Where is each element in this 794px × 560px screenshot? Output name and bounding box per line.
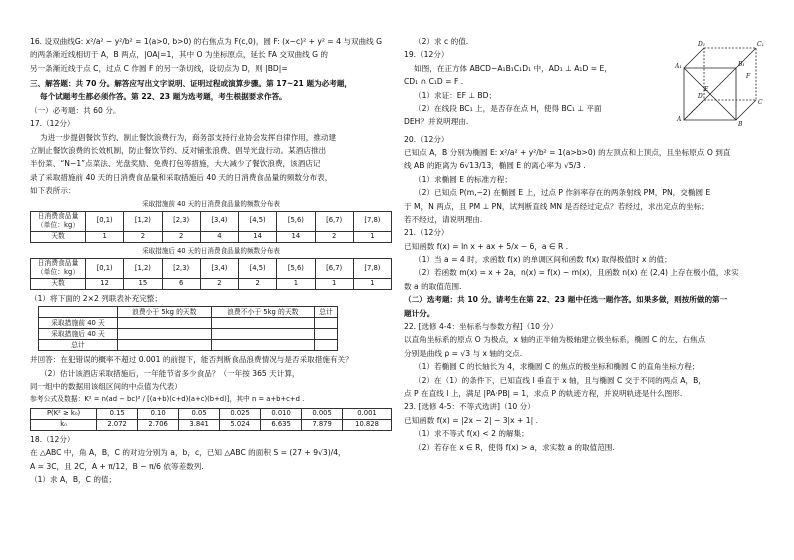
q17-sub2: 同一组中的数据用该组区间的中点值为代表） [30, 382, 182, 392]
q19-text: （2）在线段 BC₁ 上，是否存在点 H，使得 BC₁ ⊥ 平面 [414, 103, 602, 113]
blank-cell [314, 329, 337, 340]
blank-cell [211, 318, 314, 329]
days-cell: 1 [86, 231, 124, 242]
cube-figure [674, 38, 766, 130]
row-label: k₀ [31, 419, 97, 430]
q20-text: 于 M，N 两点，且 PM ⊥ PN，试判断直线 MN 是否经过定点？若经过，求出定点的坐标； [404, 201, 709, 211]
reference-formula: 参考公式及数据：K² = n(ad − bc)² / [(a+b)(c+d)(a+c)(b+d)]，其中 n = a+b+c+d . [30, 395, 305, 404]
q21-text: （1）当 a = 4 时，求函数 f(x) 的单调区间和函数 f(x) 取得极值时 x 的值； [414, 255, 672, 265]
q20-text: （2）已知点 P(m,−2) 在椭圆 E 上，过点 P 作斜率存在的两条射线 PM，PN，交椭圆 E [414, 188, 711, 198]
interval-cell: [0,1) [86, 211, 124, 231]
p-cell: 0.05 [179, 408, 220, 419]
q19-heading: 19.（12分） [404, 50, 449, 60]
k-cell: 2.072 [97, 419, 138, 430]
q17-judge: 并回答：在犯错误的概率不超过 0.001 的前提下，能否判断食品浪费情况与是否采取措施有关？ [30, 355, 353, 365]
interval-cell: [2,3) [162, 258, 200, 278]
days-cell: 6 [162, 278, 200, 289]
q19-text: （1）求证：EF ⊥ BD； [414, 90, 497, 100]
row-label: 采取措施后 40 天 [39, 329, 118, 340]
right-column [404, 36, 766, 455]
k-cell: 10.828 [343, 419, 392, 430]
optional-section-heading: （二）选考题：共 10 分。请考生在第 22、23 题中任选一题作答。如果多做，则按所做的第一 [404, 295, 728, 305]
row-label: 总计 [39, 340, 118, 351]
cube-label: E [704, 86, 709, 93]
cube-label: A₁ [675, 63, 682, 70]
table-header-cell: 浪费不小于 5kg 的天数 [211, 307, 314, 318]
q22-text: （2）在（1）的条件下，已知直线 l 垂直于 x 轴，且与椭圆 C 交于不同的两点 A，B， [414, 375, 706, 385]
q20-text: 若不经过，请说明理由. [404, 214, 483, 224]
table2-caption: 采取措施后 40 天的日消费食品量的频数分布表 [142, 246, 280, 255]
interval-cell: [6,7) [315, 211, 353, 231]
q17-text: 半份菜、“N−1”点菜法、光盘奖励、免费打包等措施，大大减少了餐饮浪费，该酒店记 [30, 159, 321, 169]
cube-label: B₁ [738, 61, 745, 68]
q23-text: （2）若存在 x ∈ R，使得 f(x) > a，求实数 a 的取值范围. [414, 442, 615, 452]
cube-edge [684, 48, 704, 68]
q20-heading: 20.（12分） [404, 134, 449, 144]
q19-text: CD₁ ∩ C₁D = F . [404, 77, 464, 87]
interval-cell: [6,7) [315, 258, 353, 278]
q18-text: （1）求 A，B，C 的值； [30, 475, 117, 485]
q17-text: 如下表所示： [30, 186, 76, 196]
days-cell: 2 [124, 231, 162, 242]
cube-label: D₁ [698, 41, 706, 48]
q23-heading: 23. [选修 4-5：不等式选讲]（10 分） [404, 402, 535, 412]
q18-sub2: （2）求 c 的值. [414, 37, 469, 46]
days-cell: 12 [86, 278, 124, 289]
q20-text: 已知点 A，B 分别为椭圆 E: x²/a² + y²/b² = 1(a>b>0) 的左顶点和上顶点，且坐标原点 O 到直 [404, 147, 731, 157]
interval-cell: [4,5) [239, 211, 277, 231]
interval-cell: [3,4) [200, 258, 238, 278]
blank-cell [211, 340, 314, 351]
q18-text: 在 △ABC 中，角 A，B，C 的对边分别为 a，b，c，已知 △ABC 的面积 S = (27 + 9√3)/4， [30, 448, 346, 458]
q17-text: 录了采取措施前 40 天的日消费食品量和采取措施后 40 天的日消费食品量的频数分布表， [30, 172, 333, 182]
interval-cell: [3,4) [200, 211, 238, 231]
days-cell: 1 [277, 278, 315, 289]
interval-cell: [1,2) [124, 258, 162, 278]
q17-text: 为进一步提倡餐饮节约、制止餐饮浪费行为，商务部支持行业协会发挥自律作用，推动建 [40, 132, 337, 142]
section3-heading: 三、解答题：共 70 分。解答应写出文字说明、证明过程或演算步骤。第 17~21 题为必考题， [30, 78, 353, 88]
p-cell: 0.010 [261, 408, 302, 419]
interval-cell: [7,8) [353, 258, 391, 278]
table1-caption: 采取措施前 40 天的日消费食品量的频数分布表 [142, 199, 280, 208]
p-cell: 0.10 [138, 408, 179, 419]
interval-cell: [5,6) [277, 258, 315, 278]
q22-heading: 22. [选修 4-4：坐标系与参数方程]（10 分） [404, 322, 558, 332]
contingency-table [38, 306, 338, 351]
cube-label: F [746, 73, 751, 80]
left-column [30, 36, 392, 487]
q21-text: 数 a 的取值范围. [404, 281, 462, 291]
section3-line: 每个试题考生都必须作答。第 22、23 题为选考题，考生根据要求作答。 [40, 92, 287, 102]
q19-text: DEH？并说明理由. [404, 117, 469, 127]
table-after [30, 258, 392, 290]
q23-text: （1）求不等式 f(x) < 2 的解集； [414, 429, 529, 439]
interval-cell: [7,8) [353, 211, 391, 231]
q17-heading: 17.（12分） [30, 119, 75, 129]
row-label: 天数 [31, 231, 86, 242]
days-cell: 1 [353, 231, 391, 242]
k-cell: 7.879 [302, 419, 343, 430]
p-cell: 0.025 [220, 408, 261, 419]
p-cell: 0.005 [302, 408, 343, 419]
q16-line: 的两条渐近线相切于 A，B 两点，|OA|=1，其中 O 为坐标原点，延长 FA 交双曲线 G 的 [30, 50, 329, 60]
days-cell: 2 [200, 278, 238, 289]
cube-label: C₁ [757, 41, 764, 48]
table-header-cell [39, 307, 118, 318]
optional-section-line: 题计分。 [404, 308, 435, 318]
q22-text: 以直角坐标系的原点 O 为极点，x 轴的正半轴为极轴建立极坐标系，椭圆 C 的左、右焦点 [404, 335, 706, 345]
k-cell: 6.635 [261, 419, 302, 430]
row-label: P(K² ≥ k₀) [31, 408, 97, 419]
p-cell: 0.15 [97, 408, 138, 419]
days-cell: 14 [277, 231, 315, 242]
cube-label: C [758, 99, 763, 106]
q16-line: 另一条渐近线于点 C，过点 C 作圆 F 的另一条切线，设切点为 D，则 |BD|= [30, 63, 288, 73]
cube-edge [736, 100, 756, 120]
q22-text: 分别是曲线 ρ = √3 与 x 轴的交点. [404, 348, 523, 358]
cube-label: B [738, 121, 743, 128]
q19-text: 如图，在正方体 ABCD−A₁B₁C₁D₁ 中，AD₁ ⊥ A₁D = E， [414, 63, 612, 73]
interval-cell: [2,3) [162, 211, 200, 231]
cube-label: D [698, 93, 703, 100]
days-cell: 14 [239, 231, 277, 242]
k-cell: 3.841 [179, 419, 220, 430]
required-heading: （一）必考题：共 60 分。 [30, 105, 121, 115]
critical-values-table [30, 408, 392, 431]
days-cell: 1 [353, 278, 391, 289]
q21-heading: 21.（12分） [404, 228, 449, 238]
q17-sub2: （2）估计该酒店采取措施后，一年能节省多少食品？（一年按 365 天计算， [40, 368, 300, 378]
days-cell: 4 [200, 231, 238, 242]
interval-cell: [4,5) [239, 258, 277, 278]
k-cell: 2.706 [138, 419, 179, 430]
interval-cell: [0,1) [86, 258, 124, 278]
row-label: 采取措施前 40 天 [39, 318, 118, 329]
blank-cell [117, 340, 211, 351]
q17-text: 立制止餐饮浪费的长效机制，防止餐饮节约、反对铺张浪费、倡导光盘行动。某酒店推出 [30, 145, 327, 155]
days-cell: 2 [315, 231, 353, 242]
q18-heading: 18.（12分） [30, 434, 75, 444]
days-cell: 2 [162, 231, 200, 242]
q16-line: 16. 设双曲线G: x²/a² − y²/b² = 1(a>0, b>0) 的右焦点为 F(c,0)，圆 F: (x−c)² + y² = 4 与双曲线 G [30, 37, 383, 46]
q20-text: 线 AB 的距离为 6√13/13，椭圆 E 的离心率为 √5/3 . [404, 161, 586, 171]
cube-label: A [677, 116, 682, 123]
blank-cell [117, 318, 211, 329]
k-cell: 5.024 [220, 419, 261, 430]
days-cell: 2 [239, 278, 277, 289]
blank-cell [211, 329, 314, 340]
q23-text: 已知函数 f(x) = |2x − 2| − 3|x + 1| . [404, 415, 539, 425]
row-label: 天数 [31, 278, 86, 289]
table-before [30, 211, 392, 243]
days-cell: 15 [124, 278, 162, 289]
q22-text: （1）若椭圆 C 的长轴长为 4，求椭圆 C 的焦点的极坐标和椭圆 C 的直角坐标方程； [414, 362, 700, 372]
blank-cell [314, 340, 337, 351]
q22-text: 点 P 在直线 l 上，满足 |PA·PB| = 1，求点 P 的轨迹方程，并说明轨迹是什么图形. [404, 388, 683, 398]
q21-text: 已知函数 f(x) = ln x + ax + 5/x − 6，a ∈ R . [404, 241, 569, 251]
table-header-cell: 总计 [314, 307, 337, 318]
q21-text: （2）若函数 m(x) = x + 2a，n(x) = f(x) − m(x)，且函数 n(x) 在 (2,4) 上存在极小值，求实 [414, 268, 739, 278]
interval-cell: [1,2) [124, 211, 162, 231]
blank-cell [314, 318, 337, 329]
interval-cell: [5,6) [277, 211, 315, 231]
q20-text: （1）求椭圆 E 的标准方程； [414, 174, 512, 184]
table-header-cell: 日消费食品量（单位：kg） [31, 258, 86, 278]
p-cell: 0.001 [343, 408, 392, 419]
days-cell: 1 [315, 278, 353, 289]
q17-sub1: （1）将下面的 2×2 列联表补充完整； [30, 293, 162, 303]
q18-text: A = 3C，且 2C，A + π/12，B − π/6 依等差数列. [30, 461, 204, 471]
table-header-cell: 日消费食品量（单位：kg） [31, 211, 86, 231]
table-header-cell: 浪费小于 5kg 的天数 [117, 307, 211, 318]
blank-cell [117, 329, 211, 340]
